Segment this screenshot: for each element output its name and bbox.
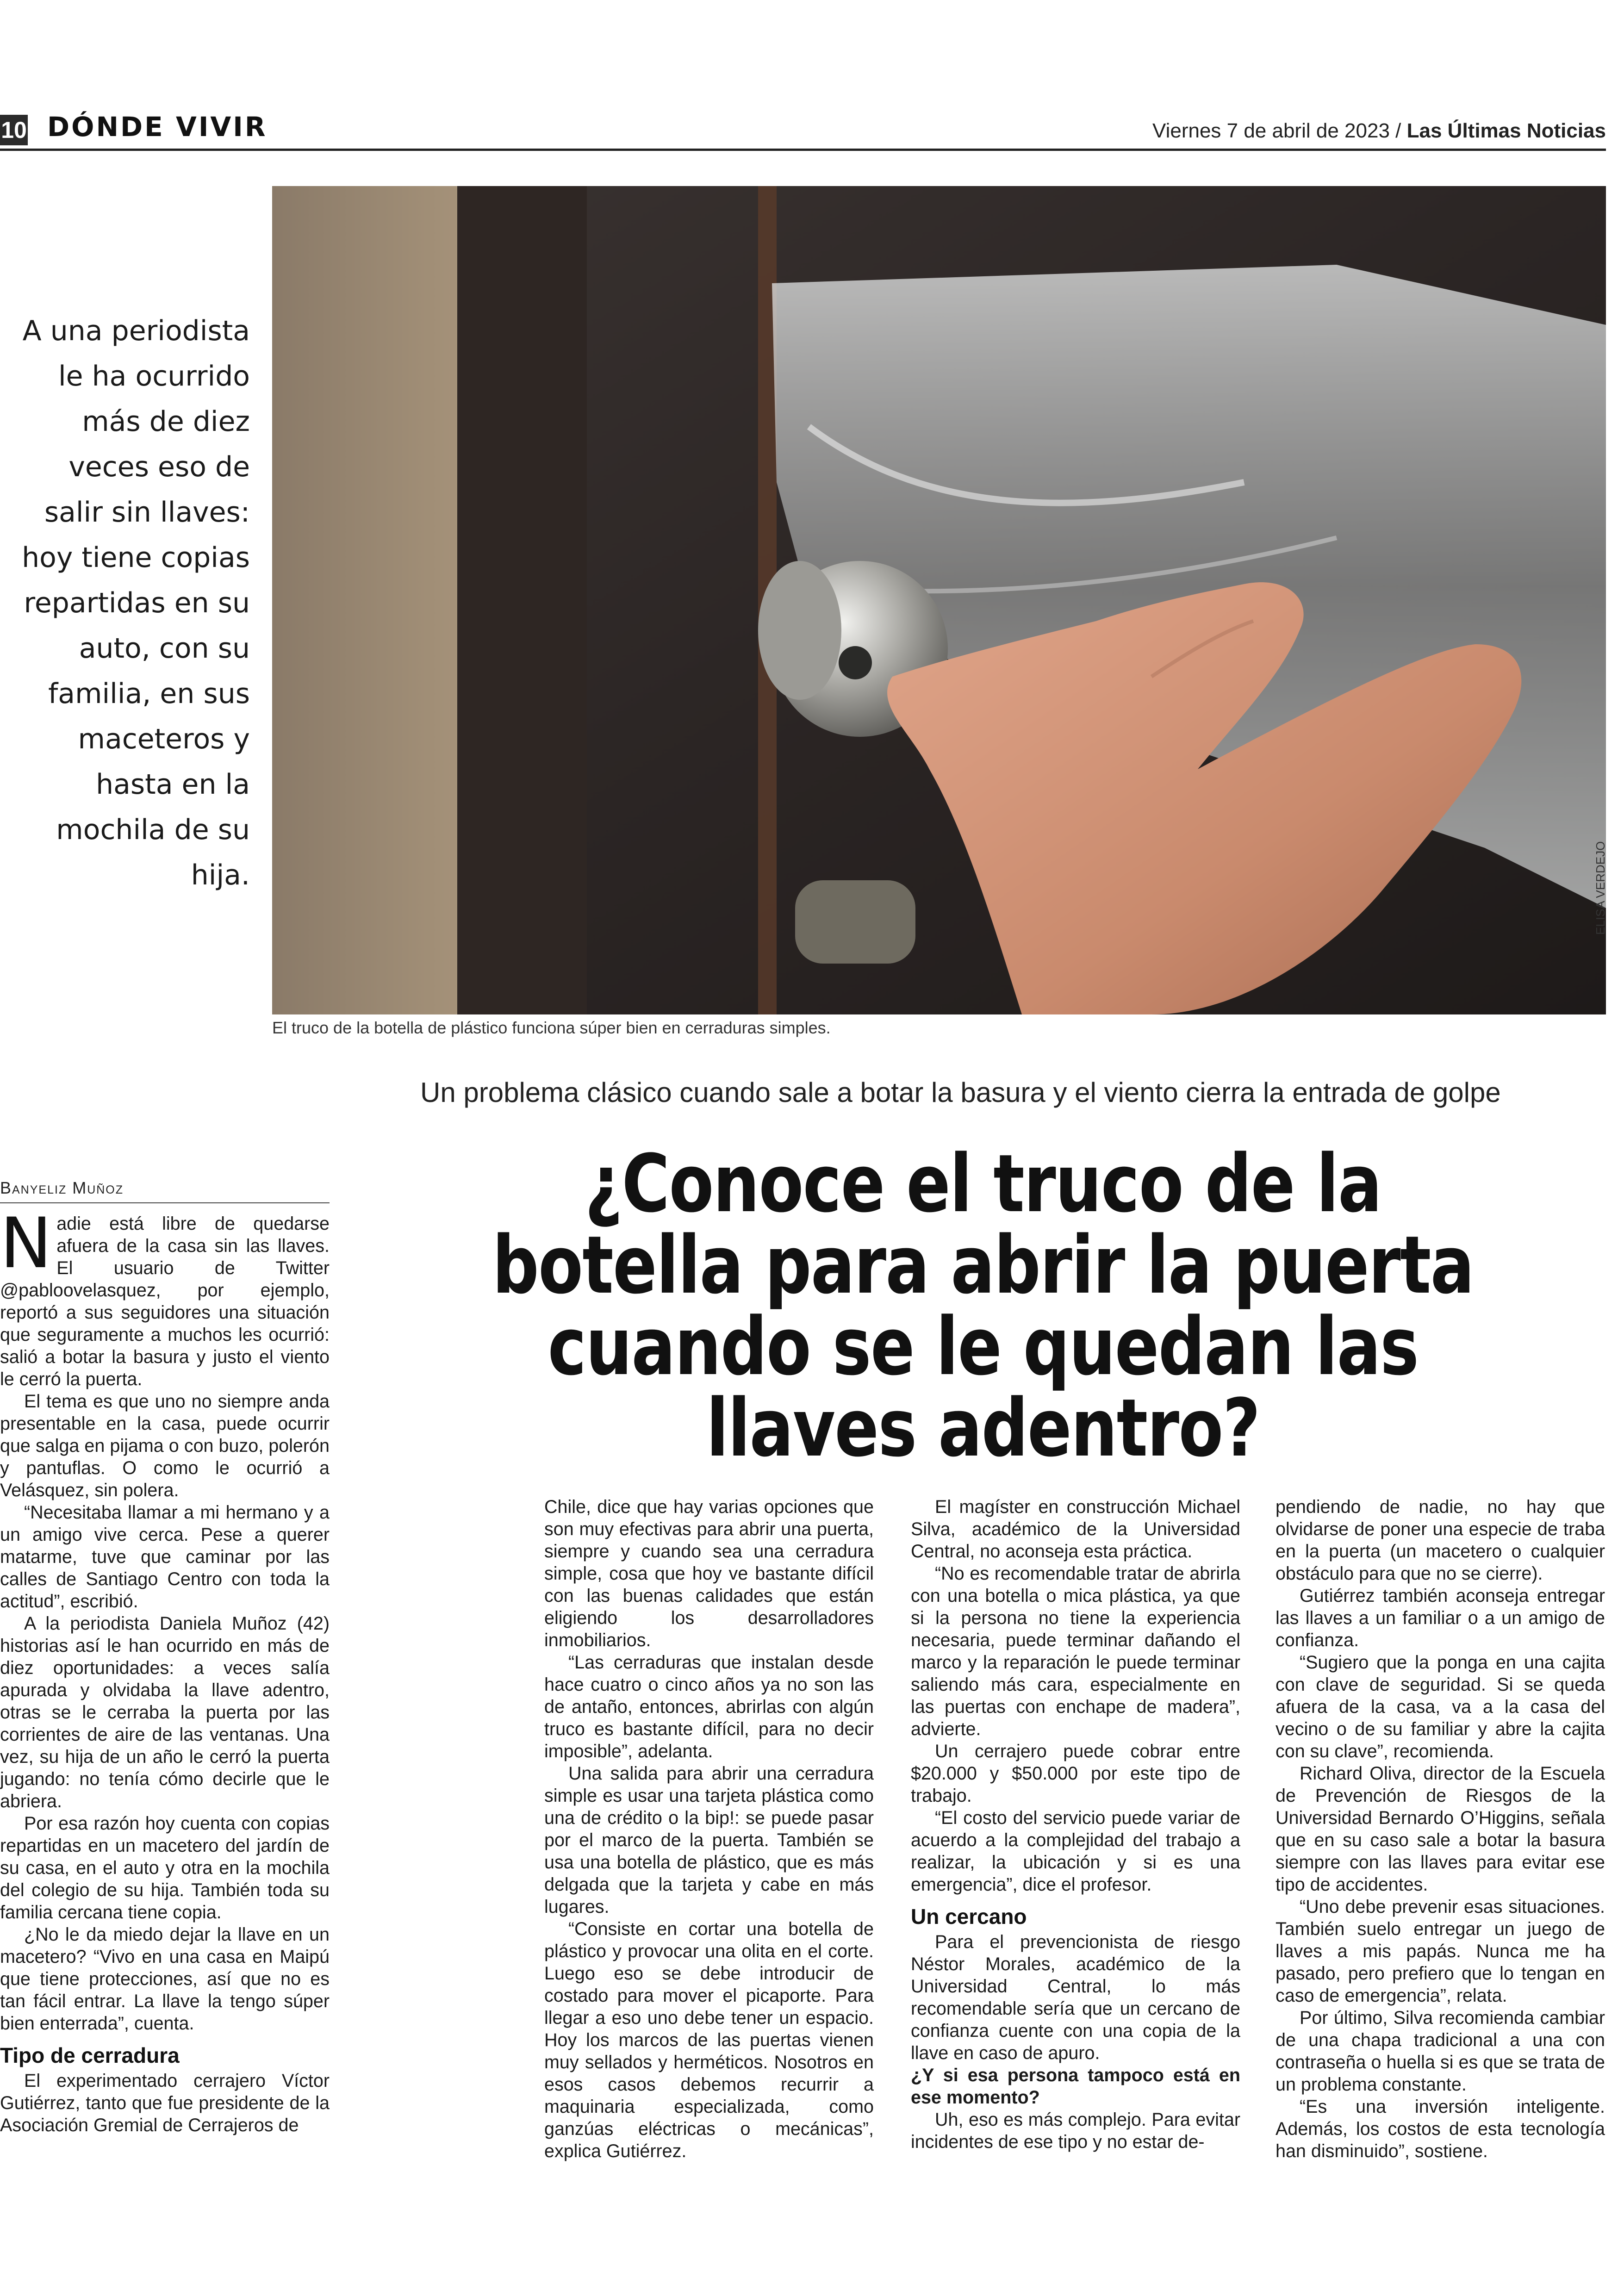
paragraph: El magíster en construcción Michael Silva, académico de la Universidad Central, no aconseja esta práctica. <box>911 1497 1240 1562</box>
dateline <box>1152 119 1606 143</box>
paragraph: A la periodista Daniela Muñoz (42) historias así le han ocurrido en más de diez oportunidades: a veces salía apurada y olvidaba la llave adentro, otras se le cerraba la puerta por las corrientes de aire de las ventanas. Una vez, su hija de un año le cerró la puerta jugando: no tenía cómo decirle que le abriera. <box>0 1613 330 1811</box>
paragraph: Una salida para abrir una cerradura simple es usar una tarjeta plástica como una de crédito o la bip!: se puede pasar por el marco de la puerta. También se usa una botella de plástico, que es más delgada que la tarjeta y cabe en más lugares. <box>544 1763 874 1917</box>
paragraph: “Sugiero que la ponga en una cajita con clave de seguridad. Si se queda afuera de la casa, va a la casa del vecino o de su familiar y abre la cajita con su clave”, recomienda. <box>1276 1652 1605 1761</box>
page-header <box>0 109 1606 151</box>
paragraph: Richard Oliva, director de la Escuela de Prevención de Riesgos de la Universidad Bernardo O’Higgins, señala que en su caso sale a botar la basura siempre con las llaves para evitar ese tipo de accidentes. <box>1276 1763 1605 1895</box>
paragraph: “El costo del servicio puede variar de acuerdo a la complejidad del trabajo a realizar, la ubicación y si es una emergencia”, dice el profesor. <box>911 1808 1240 1895</box>
paragraph: Chile, dice que hay varias opciones que son muy efectivas para abrir una puerta, siempre y cuando sea una cerradura simple, cosa que hoy ve bastante difícil con las buenas calidades que están eligiendo los desarrolladores inmobiliarios. <box>544 1497 874 1650</box>
photo-credit: ELISA VERDEJO <box>1593 841 1607 935</box>
dateline-separator: / <box>1395 119 1401 142</box>
newspaper-name: Las Últimas Noticias <box>1406 119 1606 142</box>
section-title: DÓNDE VIVIR <box>47 111 268 143</box>
byline: Banyeliz Muñoz <box>0 1178 124 1197</box>
pull-quote: A una periodista le ha ocurrido más de diez veces eso de salir sin llaves: hoy tiene copias repartidas en su auto, con su familia, en sus maceteros y hasta en la mochila de su hija. <box>22 315 250 891</box>
paragraph: ¿No le da miedo dejar la llave en un macetero? “Vivo en una casa en Maipú que tiene protecciones, así que no es tan fácil entrar. La llave la tengo súper bien enterrada”, cuenta. <box>0 1924 330 2034</box>
subheading: Tipo de cerradura <box>0 2043 180 2067</box>
paragraph: pendiendo de nadie, no hay que olvidarse de poner una especie de traba en la puerta (un macetero o cualquier obstáculo para que no se cierre). <box>1276 1497 1605 1584</box>
article-column-2 <box>544 1496 874 2162</box>
article-column-3 <box>911 1496 1240 2153</box>
headline: ¿Conoce el truco de la botella para abrir la puerta cuando se le quedan las llaves adentro? <box>492 1137 1474 1475</box>
photo-caption: El truco de la botella de plástico funciona súper bien en cerraduras simples. <box>272 1018 831 1037</box>
paragraph: “Uno debe prevenir esas situaciones. También suelo entregar un juego de llaves a mis papás. Nunca me ha pasado, pero prefiero que lo tengan en caso de emergencia”, relata. <box>1276 1897 1605 2006</box>
page-number: 10 <box>0 115 28 145</box>
article-column-4 <box>1276 1496 1605 2162</box>
paragraph: El tema es que uno no siempre anda presentable en la casa, puede ocurrir que salga en pijama o con buzo, polerón y pantuflas. O como le ocurrió a Velásquez, sin polera. <box>0 1391 330 1500</box>
subheading: Un cercano <box>911 1904 1027 1929</box>
paragraph: “Necesitaba llamar a mi hermano y a un amigo vive cerca. Pese a querer matarme, tuve que caminar por las calles de Santiago Centro con toda la actitud”, escribió. <box>0 1502 330 1612</box>
paragraph: Gutiérrez también aconseja entregar las llaves a un familiar o a un amigo de confianza. <box>1276 1586 1605 1650</box>
article-photo <box>272 186 1606 1014</box>
issue-date: Viernes 7 de abril de 2023 <box>1152 119 1390 142</box>
interview-question: ¿Y si esa persona tampoco está en ese momento? <box>911 2065 1240 2108</box>
paragraph: adie está libre de quedarse afuera de la casa sin las llaves. El usuario de Twitter @pabloovelasquez, por ejemplo, reportó a sus seguidores una situación que seguramente a muchos les ocurrió: salió a botar la basura y justo el viento le cerró la puerta. <box>0 1213 330 1389</box>
paragraph: Por último, Silva recomienda cambiar de una chapa tradicional a una con contraseña o huella si es que se trata de un problema constante. <box>1276 2008 1605 2095</box>
paragraph: Para el prevencionista de riesgo Néstor Morales, académico de la Universidad Central, lo más recomendable sería que un cercano de confianza cuente con una copia de la llave en caso de apuro. <box>911 1932 1240 2063</box>
paragraph: Un cerrajero puede cobrar entre $20.000 y $50.000 por este tipo de trabajo. <box>911 1741 1240 1806</box>
article-column-1 <box>0 1203 330 2136</box>
paragraph: “No es recomendable tratar de abrirla con una botella o mica plástica, ya que si la persona no tiene la experiencia necesaria, puede terminar dañando el marco y la reparación le puede terminar saliendo más cara, especialmente en las puertas con enchape de madera”, advierte. <box>911 1563 1240 1739</box>
headline-kicker: Un problema clásico cuando sale a botar la basura y el viento cierra la entrada de golpe <box>420 1077 1501 1108</box>
paragraph: “Las cerraduras que instalan desde hace cuatro o cinco años ya no son las de antaño, entonces, abrirlas con algún truco es bastante difícil, para no decir imposible”, adelanta. <box>544 1652 874 1761</box>
paragraph: “Consiste en cortar una botella de plástico y provocar una olita en el corte. Luego eso se debe introducir de costado para mover el picaporte. Para llegar a eso uno debe tener un espacio. Hoy los marcos de las puertas vienen muy sellados y herméticos. Nosotros en esos casos debemos recurrir a maquinaria especializada, como ganzúas eléctricas o mecánicas”, explica Gutiérrez. <box>544 1919 874 2161</box>
drop-cap: N <box>0 1203 52 1284</box>
paragraph: Por esa razón hoy cuenta con copias repartidas en un macetero del jardín de su casa, en el auto y otra en la mochila del colegio de su hija. También toda su familia cercana tiene copia. <box>0 1813 330 1923</box>
paragraph: El experimentado cerrajero Víctor Gutiérrez, tanto que fue presidente de la Asociación Gremial de Cerrajeros de <box>0 2071 330 2135</box>
paragraph: “Es una inversión inteligente. Además, los costos de esta tecnología han disminuido”, sostiene. <box>1276 2097 1605 2161</box>
header-rule <box>0 149 1606 151</box>
paragraph: Uh, eso es más complejo. Para evitar incidentes de ese tipo y no estar de- <box>911 2109 1240 2152</box>
